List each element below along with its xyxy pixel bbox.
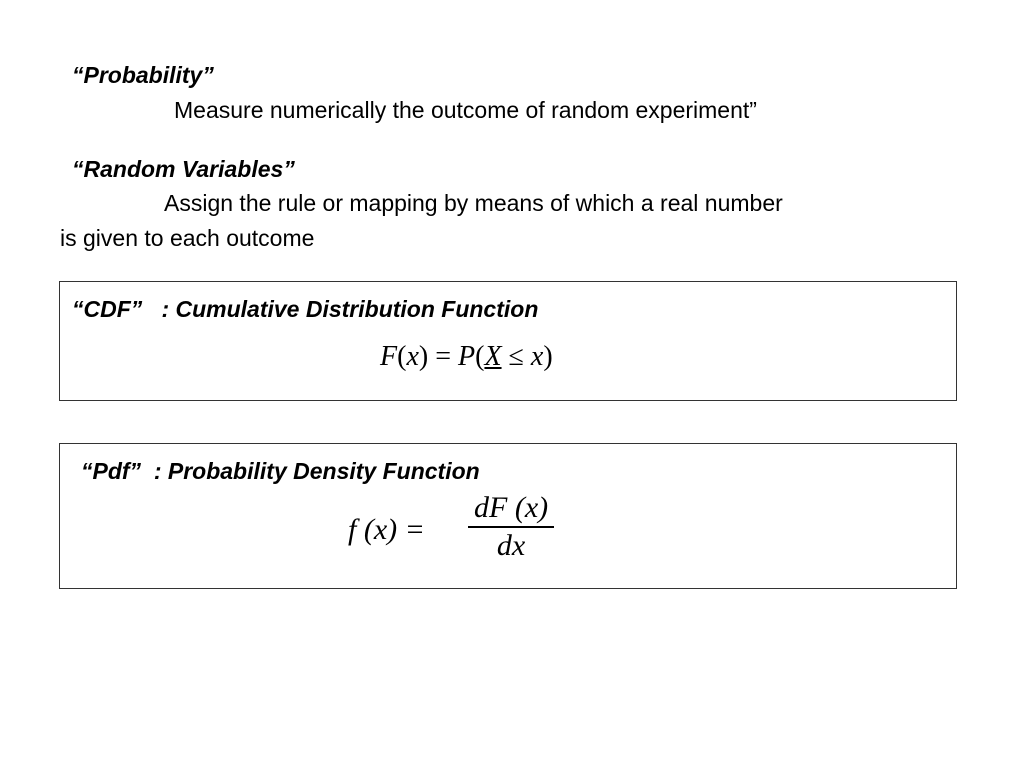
pdf-formula-denominator: dx xyxy=(496,528,526,562)
pdf-formula-fraction xyxy=(468,490,554,564)
cdf-lhs-func: F xyxy=(380,341,398,372)
cdf-leq: ≤ xyxy=(501,341,531,372)
random-variables-definition-line2: is given to each outcome xyxy=(60,225,315,251)
cdf-prob: P xyxy=(458,341,476,372)
cdf-title: “CDF” : Cumulative Distribution Function xyxy=(72,296,539,322)
cdf-box xyxy=(59,281,957,401)
cdf-formula xyxy=(380,340,553,374)
cdf-lhs-close: ) xyxy=(418,341,429,372)
cdf-equals: = xyxy=(428,341,458,372)
pdf-formula-numerator: dF (x) xyxy=(474,491,549,524)
probability-definition: Measure numerically the outcome of random experiment” xyxy=(174,97,757,123)
random-variables-definition-line1: Assign the rule or mapping by means of which a real number xyxy=(164,190,783,216)
probability-title: “Probability” xyxy=(72,62,214,88)
pdf-box xyxy=(59,443,957,589)
cdf-open: ( xyxy=(475,341,485,372)
pdf-title: “Pdf” : Probability Density Function xyxy=(81,458,480,484)
pdf-formula-lhs: f (x) = xyxy=(348,513,425,546)
cdf-var: x xyxy=(530,341,544,372)
cdf-close: ) xyxy=(543,341,553,372)
random-variables-title: “Random Variables” xyxy=(72,156,295,182)
cdf-random-variable: X xyxy=(484,341,502,372)
cdf-lhs-var: x xyxy=(406,341,419,372)
cdf-lhs-open: ( xyxy=(397,341,407,372)
